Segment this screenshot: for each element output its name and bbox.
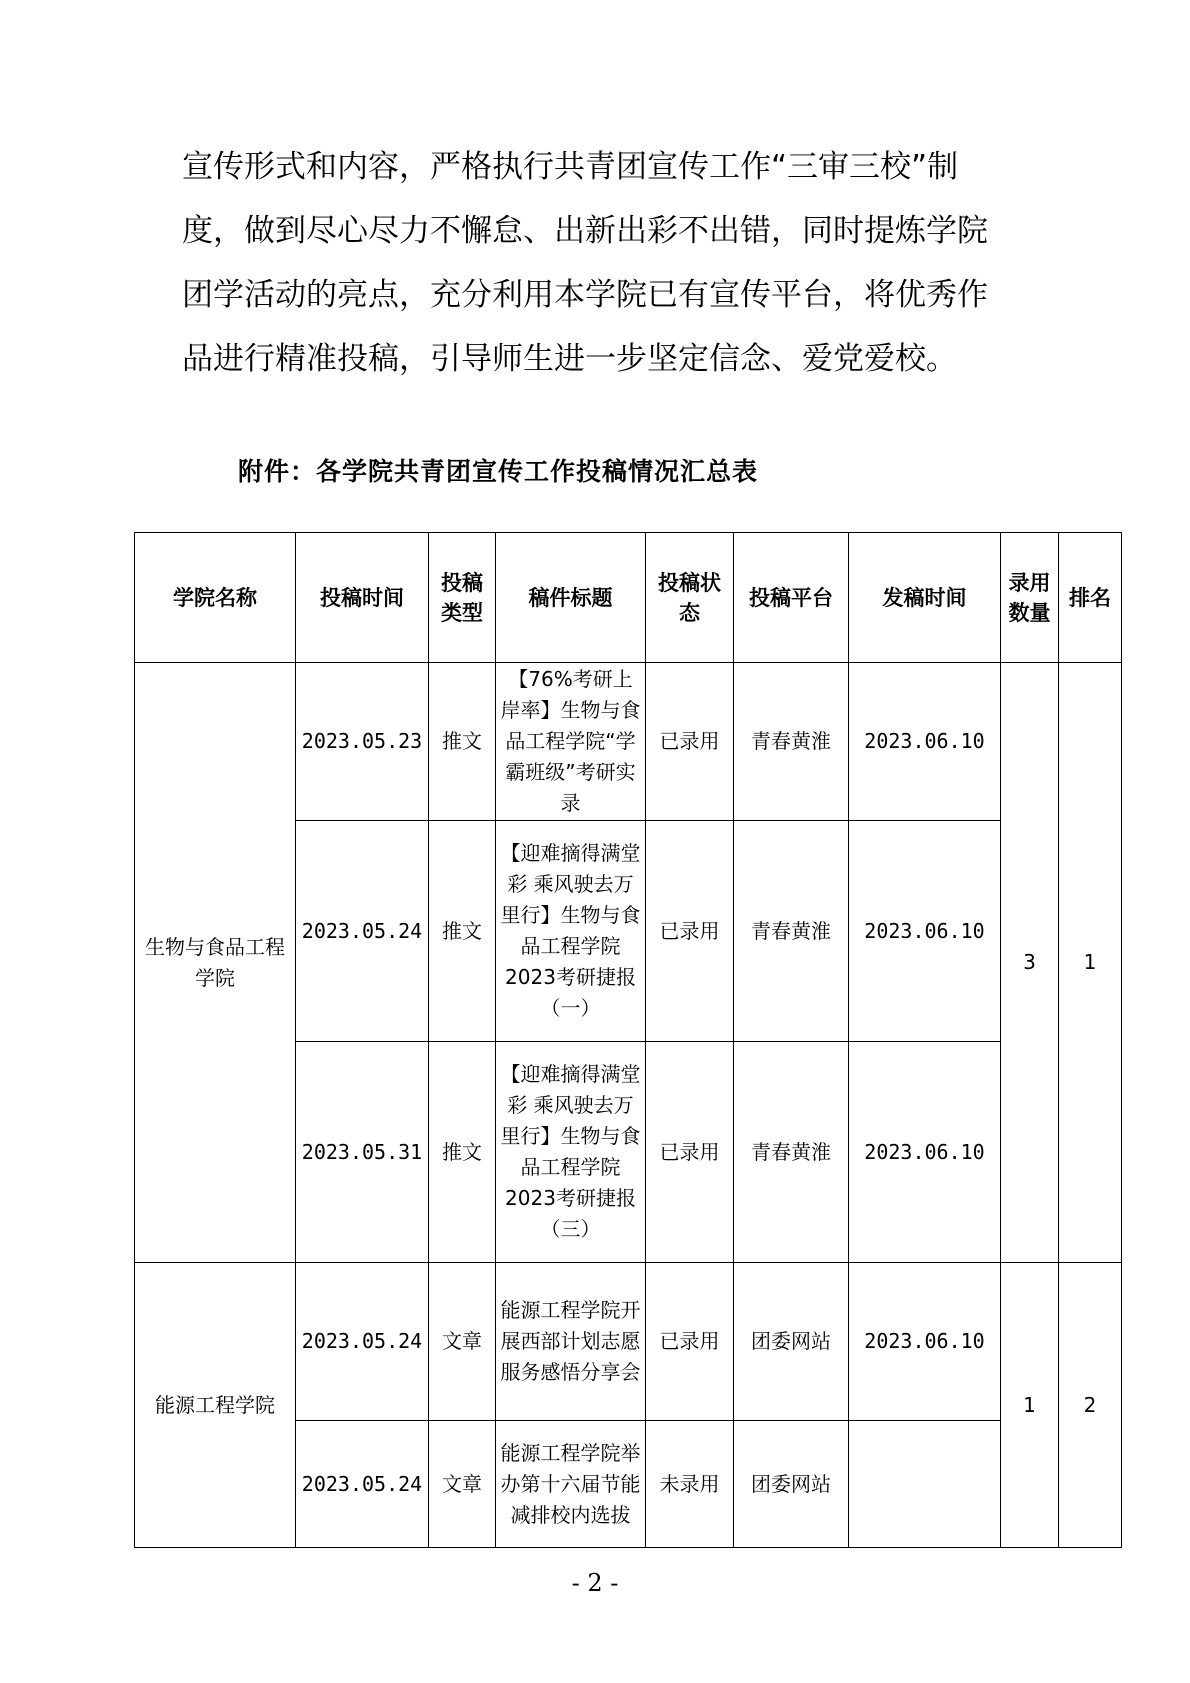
article-title: 能源工程学院开展西部计划志愿服务感悟分享会: [496, 1263, 646, 1421]
header-submit-time: 投稿时间: [296, 533, 429, 663]
submit-time: 2023.05.24: [296, 821, 429, 1042]
submission-summary-table: [134, 532, 1122, 1548]
paragraph-line: 度，做到尽心尽力不懈怠、出新出彩不出错，同时提炼学院: [182, 213, 988, 249]
submission-status: 已录用: [646, 663, 734, 821]
college-name: 生物与食品工程学院: [135, 663, 296, 1263]
publish-time: 2023.06.10: [849, 821, 1001, 1042]
header-rank: 排名: [1059, 533, 1122, 663]
platform: 青春黄淮: [734, 663, 849, 821]
submission-type: 推文: [429, 821, 496, 1042]
college-name: 能源工程学院: [135, 1263, 296, 1548]
paragraph-line: 团学活动的亮点，充分利用本学院已有宣传平台，将优秀作: [182, 277, 988, 313]
submit-time: 2023.05.24: [296, 1421, 429, 1548]
platform: 团委网站: [734, 1263, 849, 1421]
header-publish-time: 发稿时间: [849, 533, 1001, 663]
publish-time: [849, 1421, 1001, 1548]
accepted-count: 3: [1001, 663, 1059, 1263]
platform: 青春黄淮: [734, 821, 849, 1042]
submit-time: 2023.05.23: [296, 663, 429, 821]
platform: 青春黄淮: [734, 1042, 849, 1263]
article-title: 【76%考研上岸率】生物与食品工程学院“学霸班级”考研实录: [496, 663, 646, 821]
submission-type: 文章: [429, 1421, 496, 1548]
submission-status: 未录用: [646, 1421, 734, 1548]
header-title: 稿件标题: [496, 533, 646, 663]
table-row: [135, 663, 1122, 821]
submission-status: 已录用: [646, 1042, 734, 1263]
submission-status: 已录用: [646, 1263, 734, 1421]
article-title: 【迎难摘得满堂彩 乘风驶去万里行】生物与食品工程学院2023考研捷报（一）: [496, 821, 646, 1042]
rank: 1: [1059, 663, 1122, 1263]
publish-time: 2023.06.10: [849, 663, 1001, 821]
accepted-count: 1: [1001, 1263, 1059, 1548]
publish-time: 2023.06.10: [849, 1042, 1001, 1263]
paragraph-line: 品进行精准投稿，引导师生进一步坚定信念、爱党爱校。: [182, 341, 957, 377]
table-row: [135, 1263, 1122, 1421]
submission-status: 已录用: [646, 821, 734, 1042]
article-title: 【迎难摘得满堂彩 乘风驶去万里行】生物与食品工程学院2023考研捷报（三）: [496, 1042, 646, 1263]
header-accepted-count: 录用数量: [1001, 533, 1059, 663]
submission-type: 文章: [429, 1263, 496, 1421]
page-number: - 2 -: [571, 1569, 619, 1597]
submission-type: 推文: [429, 1042, 496, 1263]
table-header-row: [135, 533, 1122, 663]
submit-time: 2023.05.24: [296, 1263, 429, 1421]
header-platform: 投稿平台: [734, 533, 849, 663]
paragraph-line: 宣传形式和内容，严格执行共青团宣传工作“三审三校”制: [182, 149, 959, 185]
submission-type: 推文: [429, 663, 496, 821]
publish-time: 2023.06.10: [849, 1263, 1001, 1421]
header-status: 投稿状态: [646, 533, 734, 663]
attachment-caption: 附件：各学院共青团宣传工作投稿情况汇总表: [238, 457, 759, 486]
header-college: 学院名称: [135, 533, 296, 663]
body-paragraph: [182, 135, 1022, 391]
article-title: 能源工程学院举办第十六届节能减排校内选拔: [496, 1421, 646, 1548]
header-type: 投稿类型: [429, 533, 496, 663]
platform: 团委网站: [734, 1421, 849, 1548]
submit-time: 2023.05.31: [296, 1042, 429, 1263]
rank: 2: [1059, 1263, 1122, 1548]
